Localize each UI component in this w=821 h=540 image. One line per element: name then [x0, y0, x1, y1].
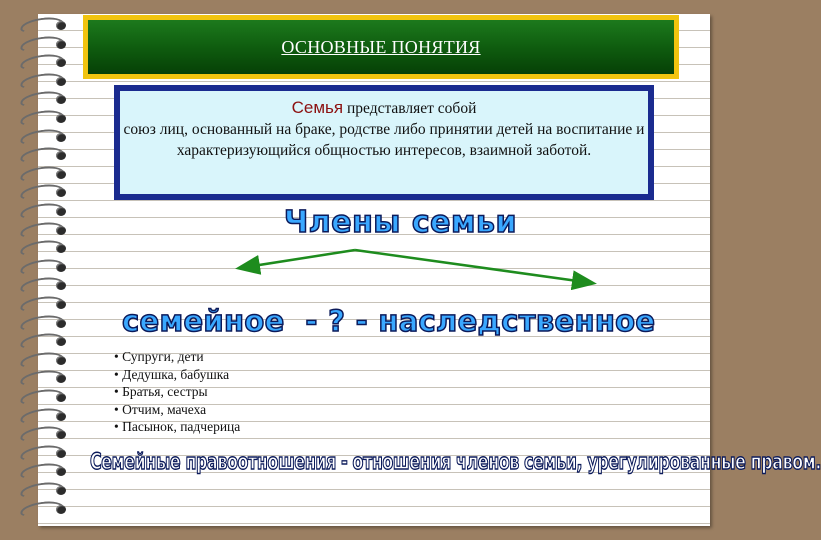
list-item: • Братья, сестры	[114, 383, 240, 401]
members-list	[114, 348, 240, 436]
kinship-line: семейное - ? - наследственное	[122, 304, 656, 338]
list-item: • Дедушка, бабушка	[114, 366, 240, 384]
definition-lead: представляет собой	[343, 100, 477, 117]
green-arrow-left-icon	[240, 250, 355, 268]
definition-term: Семья	[291, 98, 344, 117]
members-heading: Члены семьи	[284, 205, 518, 240]
slide-title: ОСНОВНЫЕ ПОНЯТИЯ	[281, 36, 481, 57]
definition-body: союз лиц, основанный на браке, родстве либо принятии детей на воспитание и характеризующийся общностью интересов, взаимной заботой.	[123, 121, 645, 159]
conclusion-text: Семейные правоотношения - отношения членов семьи, урегулированные правом.	[90, 450, 821, 475]
list-item: • Пасынок, падчерица	[114, 418, 240, 436]
green-arrow-right-icon	[355, 250, 592, 283]
list-item: • Отчим, мачеха	[114, 401, 240, 419]
list-item: • Супруги, дети	[114, 348, 240, 366]
